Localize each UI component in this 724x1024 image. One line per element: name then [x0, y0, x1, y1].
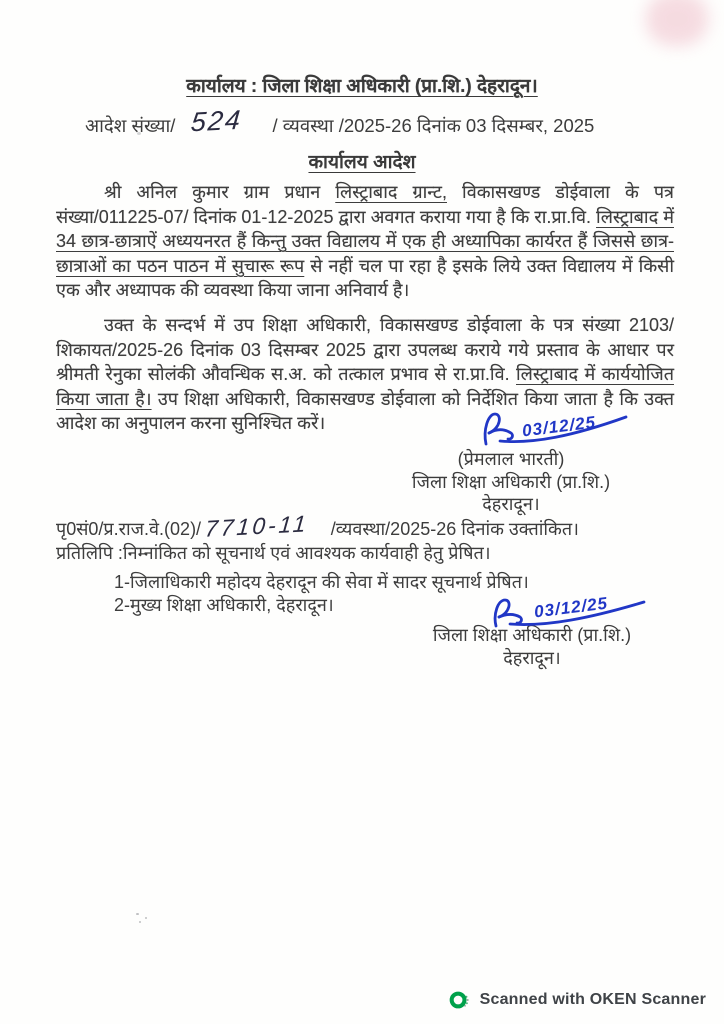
para2-text: उक्त के सन्दर्भ में उप शिक्षा अधिकारी, विकासखण्ड डोईवाला के पत्र संख्या 2103/शिकायत/2025-26 दिनांक 03 दिसम्बर 2025 द्वारा उपलब्ध कराये गये प्रस्ताव के आधार पर श्रीमती रेनुका सोलंकी औवन्धिक स.अ. को तत्काल प्रभाव से रा.प्रा.वि. — [56, 315, 675, 385]
para2-text-2: उप शिक्षा अधिकारी, विकासखण्ड डोईवाला को निर्देशित किया जाता है कि उक्त आदेश का अनुपालन करना सुनिश्चित करें। — [56, 388, 674, 434]
scanner-watermark-text: Scanned with OKEN Scanner — [479, 991, 706, 1008]
para1-text-2: विकासखण्ड डोईवाला के पत्र संख्या/011225-07/ दिनांक 01-12-2025 द्वारा अवगत कराया गया है कि रा.प्रा.वि. — [56, 182, 674, 227]
para1-underlined-grant: लिस्ट्राबाद ग्रान्ट, — [335, 182, 447, 202]
signature-block-1 — [392, 408, 630, 516]
office-header-title: कार्यालय : जिला शिक्षा अधिकारी (प्रा.शि.) देहरादून। — [186, 76, 538, 97]
signatory-name: (प्रेमलाल भारती) — [457, 449, 565, 469]
signature-1-scribble — [478, 408, 630, 448]
order-number-label: आदेश संख्या/ — [85, 115, 176, 136]
oken-scanner-logo-icon — [448, 989, 470, 1011]
reference-number-line — [56, 510, 694, 542]
handwritten-order-number: 524 — [190, 104, 244, 138]
para1-text: श्री अनिल कुमार ग्राम प्रधान — [104, 182, 336, 202]
para1-text-3: से नहीं चल पा रहा है इसके लिये उक्त विद्यालय में किसी एक और अध्यापक की व्यवस्था किया जाना अनिवार्य है। — [56, 255, 674, 301]
order-heading: कार्यालय आदेश — [308, 152, 416, 173]
copy-distribution-line: प्रतिलिपि :निम्नांकित को सूचनार्थ एवं आवश्यक कार्यवाही हेतु प्रेषित। — [56, 543, 491, 563]
scanner-watermark — [448, 989, 706, 1011]
order-number-line — [85, 104, 684, 139]
copy-item-2: 2-मुख्य शिक्षा अधिकारी, देहरादून। — [114, 595, 334, 615]
signatory-designation: जिला शिक्षा अधिकारी (प्रा.शि.) — [432, 625, 632, 645]
scan-speckle — [145, 917, 147, 919]
signatory-designation: जिला शिक्षा अधिकारी (प्रा.शि.) — [411, 471, 611, 492]
signature-block-2 — [416, 593, 648, 669]
paragraph-1 — [56, 180, 674, 303]
scan-speckle — [136, 913, 139, 915]
signatory-place: देहरादून। — [482, 494, 540, 514]
reference-suffix: /व्यवस्था/2025-26 दिनांक उक्तांकित। — [330, 519, 579, 539]
scan-speckle — [139, 921, 141, 923]
signature-2-scribble — [486, 593, 648, 624]
signatory-place: देहरादून। — [503, 647, 561, 668]
para2-underlined-posting: लिस्ट्राबाद में कार्ययोजित किया जाता है। — [56, 364, 674, 409]
copy-item-1: 1-जिलाधिकारी महोदय देहरादून की सेवा में सादर सूचनार्थ प्रेषित। — [114, 572, 529, 592]
reference-prefix: पृ0सं0/प्र.राज.वे.(02)/ — [56, 519, 202, 539]
para1-underlined-students: लिस्ट्राबाद में 34 छात्र-छात्राऐं अध्ययनरत हैं किन्तु उक्त विद्यालय में एक ही अध्यापिका कार्यरत हैं जिससे छात्र-छात्राओं का पठन पाठन में सुचारू रूप — [56, 206, 674, 276]
handwritten-reference-number: 7710-11 — [204, 510, 310, 542]
signature-2-date: 03/12/25 — [533, 593, 610, 622]
scan-smudge-artifact — [646, 0, 708, 46]
order-number-suffix: / व्यवस्था /2025-26 दिनांक 03 दिसम्बर, 2025 — [272, 115, 595, 136]
signature-1-date: 03/12/25 — [521, 412, 598, 441]
